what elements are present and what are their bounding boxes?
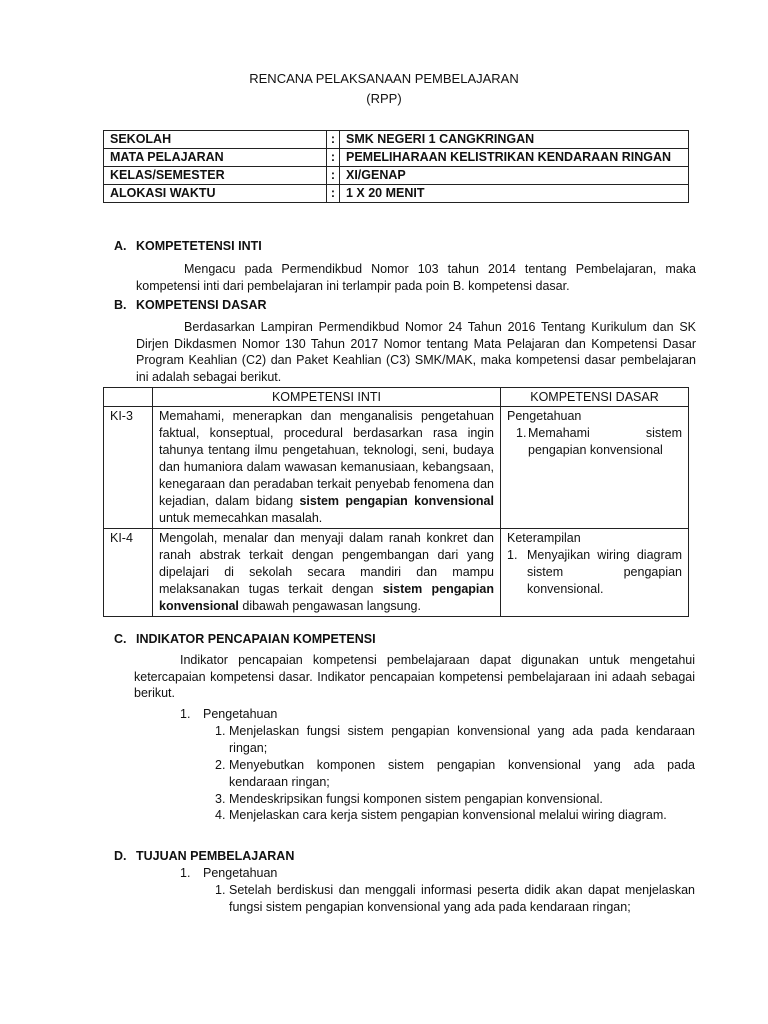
indicator-number: 2. — [215, 758, 226, 772]
document-subtitle: (RPP) — [366, 91, 402, 106]
table-row — [104, 529, 689, 617]
section-d-heading: TUJUAN PEMBELAJARAN — [136, 849, 295, 863]
list-title: Pengetahuan — [203, 866, 278, 880]
header-spacer — [104, 388, 153, 407]
indicator-text-cont: kendaraan ringan; — [229, 775, 330, 789]
ki-text: Mengolah, menalar dan menyaji dalam ranah konkret dan ranah abstrak terkait dengan pengembangan dari yang dipelajari di sekolah secara mandiri dan mampu melaksanakan tugas terkait dengan — [159, 531, 494, 596]
section-c-paragraph: Indikator pencapaian kompetensi pembelajaraan dapat digunakan untuk mengetahui ketercapaian kompetensi dasar. Indikator pencapaian kompetensi pembelajaraan ini adaah sebagai berikut. — [134, 653, 695, 700]
ki-bold-text: sistem pengapian konvensional — [299, 494, 494, 508]
kd-text: Menyajikan wiring diagram sistem pengapian konvensional. — [527, 548, 682, 596]
indicator-text: Menjelaskan fungsi sistem pengapian konvensional yang ada pada kendaraan — [229, 724, 695, 738]
kd-cell — [501, 407, 689, 529]
section-b-letter: B. — [114, 298, 127, 312]
info-label: MATA PELAJARAN — [104, 149, 327, 167]
indicator-number: 3. — [215, 792, 226, 806]
header-ki: KOMPETENSI INTI — [153, 388, 501, 407]
info-separator: : — [327, 185, 340, 203]
list-number: 1. — [180, 866, 191, 880]
competency-table — [103, 387, 689, 617]
info-separator: : — [327, 149, 340, 167]
info-label: SEKOLAH — [104, 131, 327, 149]
table-header-row — [104, 388, 689, 407]
kd-item — [507, 425, 682, 459]
info-separator: : — [327, 167, 340, 185]
kd-number: 1. — [516, 426, 527, 440]
document-title: RENCANA PELAKSANAAN PEMBELAJARAN — [249, 71, 519, 86]
table-row — [104, 131, 689, 149]
info-table — [103, 130, 689, 203]
table-row — [104, 149, 689, 167]
objective-text: Setelah berdiskusi dan menggali informasi peserta didik akan dapat menjelaskan — [229, 883, 695, 897]
info-value: SMK NEGERI 1 CANGKRINGAN — [340, 131, 689, 149]
info-value: XI/GENAP — [340, 167, 689, 185]
indicator-number: 1. — [215, 724, 226, 738]
ki-text-cell — [153, 407, 501, 529]
indicator-text-cont: ringan; — [229, 741, 268, 755]
section-a-paragraph: Mengacu pada Permendikbud Nomor 103 tahun 2014 tentang Pembelajaran, maka kompetensi inti dari pembelajaran ini terlampir pada poin B. kompetensi dasar. — [136, 262, 696, 293]
indicator-text: Mendeskripsikan fungsi komponen sistem pengapian konvensional. — [229, 792, 603, 806]
kd-item — [507, 547, 682, 598]
kd-title: Pengetahuan — [507, 409, 582, 423]
indicator-text: Menjelaskan cara kerja sistem pengapian konvensional melalui wiring diagram. — [229, 808, 667, 822]
ki-bold-text: sistem pengapian konvensional — [159, 582, 494, 613]
ki-tail-text: untuk memecahkan masalah. — [159, 511, 323, 525]
section-b-paragraph: Berdasarkan Lampiran Permendikbud Nomor 24 Tahun 2016 Tentang Kurikulum dan SK Dirjen Dikdasmen Nomor 130 Tahun 2017 Nomor tentang Mata Pelajaran dan Kompetensi Dasar Program Keahlian (C2) dan Paket Keahlian (C3) SMK/MAK, maka kompetensi dasar pembelajaran ini adalah sebagai berikut. — [136, 320, 696, 384]
kd-title: Keterampilan — [507, 531, 581, 545]
section-b-heading: KOMPETENSI DASAR — [136, 298, 267, 312]
table-row — [104, 407, 689, 529]
section-a-letter: A. — [114, 239, 127, 253]
indicator-text: Menyebutkan komponen sistem pengapian konvensional yang ada pada — [229, 758, 695, 772]
indicator-number: 4. — [215, 808, 226, 822]
kd-text: Memahami sistem pengapian konvensional — [528, 426, 682, 457]
objective-number: 1. — [215, 883, 226, 897]
section-c-letter: C. — [114, 632, 127, 646]
kd-number: 1. — [507, 548, 518, 562]
ki-text: Memahami, menerapkan dan menganalisis pengetahuan faktual, konseptual, procedural berdasarkan rasa ingin tahunya tentang ilmu pengetahuan, teknologi, seni, budaya dan humaniora dalam wawasan kemanusiaan, kebangsaan, kenegaraan dan peradaban terkait penyebab fenomena dan kejadian, dalam bidang — [159, 409, 494, 508]
info-value: 1 X 20 MENIT — [340, 185, 689, 203]
list-number: 1. — [180, 707, 191, 721]
info-label: ALOKASI WAKTU — [104, 185, 327, 203]
ki-code: KI-3 — [104, 407, 153, 529]
list-title: Pengetahuan — [203, 707, 278, 721]
objective-text-cont: fungsi sistem pengapian konvensional yang ada pada kendaraan ringan; — [229, 900, 631, 914]
ki-tail-text: dibawah pengawasan langsung. — [238, 599, 421, 613]
table-row — [104, 167, 689, 185]
header-kd: KOMPETENSI DASAR — [501, 388, 689, 407]
info-label: KELAS/SEMESTER — [104, 167, 327, 185]
table-row — [104, 185, 689, 203]
info-separator: : — [327, 131, 340, 149]
kd-cell — [501, 529, 689, 617]
section-d-letter: D. — [114, 849, 127, 863]
ki-code: KI-4 — [104, 529, 153, 617]
section-c-heading: INDIKATOR PENCAPAIAN KOMPETENSI — [136, 632, 376, 646]
ki-text-cell — [153, 529, 501, 617]
info-value: PEMELIHARAAN KELISTRIKAN KENDARAAN RINGAN — [340, 149, 689, 167]
section-a-heading: KOMPETETENSI INTI — [136, 239, 262, 253]
